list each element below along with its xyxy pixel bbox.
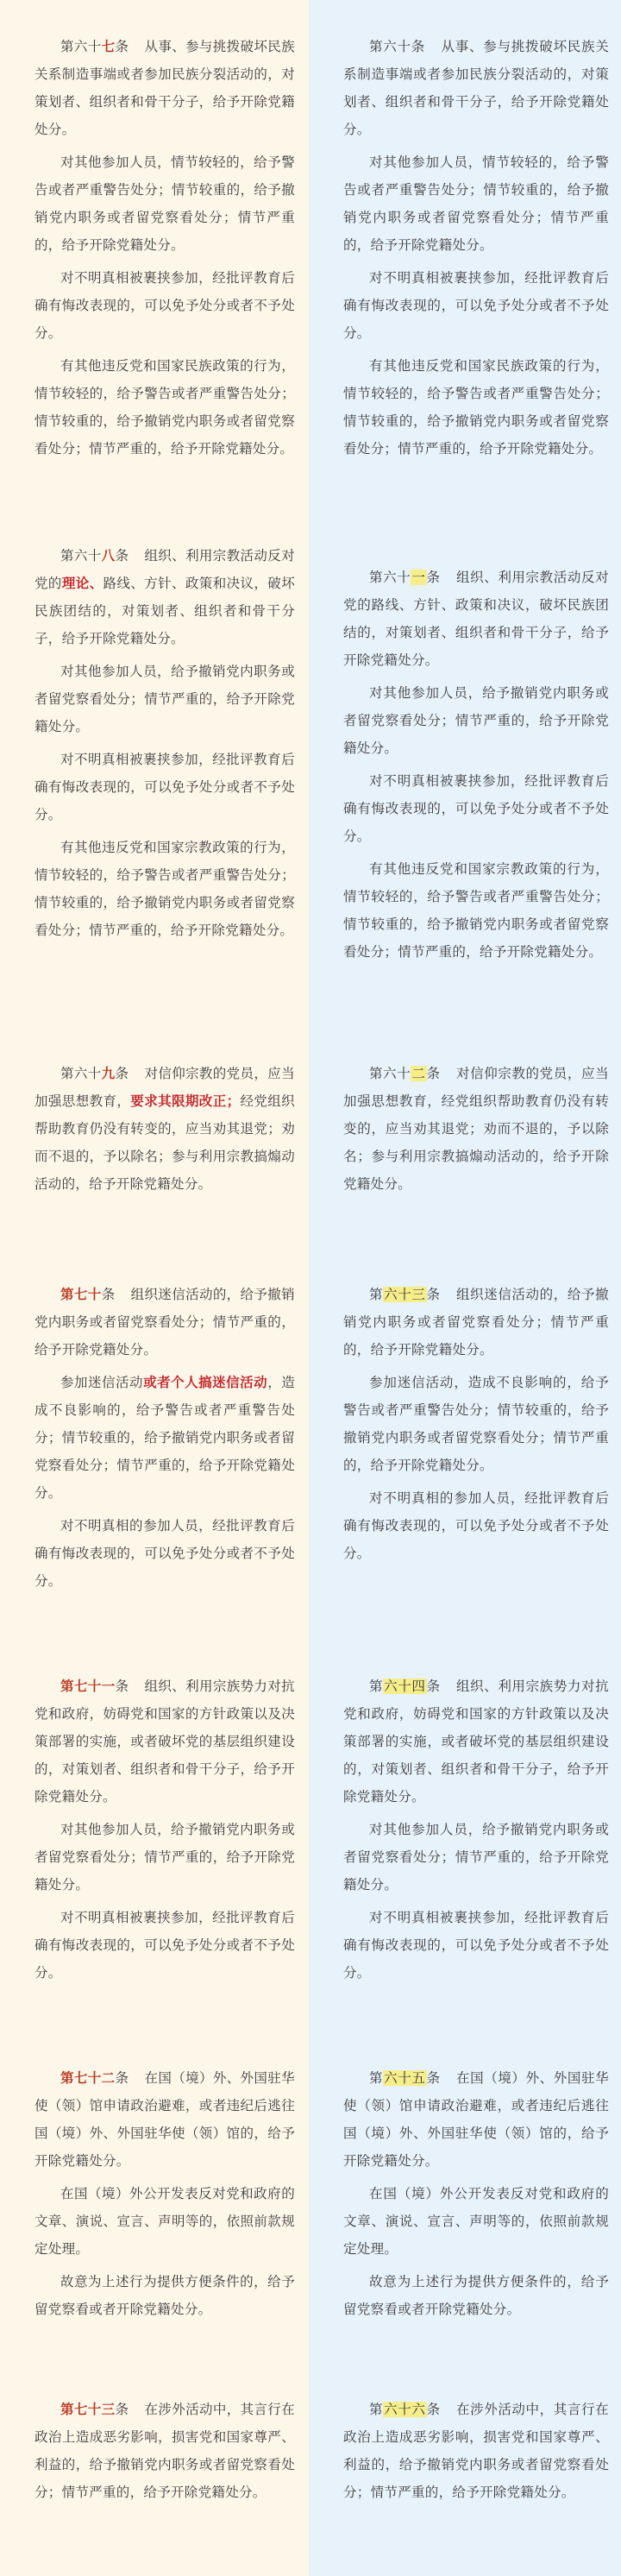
article-65-head: 第六十五条 在国（境）外、外国驻华使（领）馆申请政治避难，或者违纪后逃往国（境）外、外国驻华使（领）馆的，给予开除党籍处分。 (343, 2070, 609, 2169)
article-number-changed: 第七十二 (60, 2070, 116, 2086)
paragraph: 对不明真相被裹挟参加，经批评教育后确有悔改表现的，可以免予处分或者不予处分。 (343, 270, 609, 341)
article-73 (34, 2396, 295, 2511)
article-64 (343, 1672, 609, 1992)
right-column-original (309, 0, 621, 2576)
article-number-suffix: 条 (426, 1066, 441, 1081)
highlighted-number: 六十五 (384, 2070, 426, 2086)
article-number-changed: 七 (101, 39, 116, 54)
article-62 (343, 1060, 609, 1203)
article-number-changed: 九 (101, 1066, 116, 1081)
article-number-suffix: 条 (115, 1678, 129, 1694)
paragraph: 对其他参加人员，情节较轻的，给予警告或者严重警告处分；情节较重的，给予撤销党内职务或者留党察看处分；情节严重的，给予开除党籍处分。 (343, 154, 609, 253)
article-number: 第 (369, 1678, 384, 1694)
article-number-suffix: 条 (426, 2402, 441, 2417)
paragraph: 对其他参加人员，给予撤销党内职务或者留党察看处分；情节严重的，给予开除党籍处分。 (343, 685, 609, 756)
paragraph: 对其他参加人员，给予撤销党内职务或者留党察看处分；情节严重的，给予开除党籍处分。 (34, 1822, 295, 1893)
paragraph: 参加迷信活动或者个人搞迷信活动，造成不良影响的，给予警告或者严重警告处分；情节较重的，给予撤销党内职务或者留党察看处分；情节严重的，给予开除党籍处分。 (34, 1375, 295, 1501)
paragraph: 有其他违反党和国家民族政策的行为，情节较轻的，给予警告或者严重警告处分；情节较重的，给予撤销党内职务或者留党察看处分；情节严重的，给予开除党籍处分。 (343, 358, 609, 457)
paragraph: 对不明真相被裹挟参加，经批评教育后确有悔改表现的，可以免予处分或者不予处分。 (343, 1910, 609, 1981)
article-number: 第六十 (369, 570, 411, 585)
article-66-head: 第六十六条 在涉外活动中，其言行在政治上造成恶劣影响，损害党和国家尊严、利益的，给予撤销党内职务或者留党察看处分；情节严重的，给予开除党籍处分。 (343, 2402, 609, 2500)
article-73-head: 第七十三条 在涉外活动中，其言行在政治上造成恶劣影响，损害党和国家尊严、利益的，给予撤销党内职务或者留党察看处分；情节严重的，给予开除党籍处分。 (34, 2402, 295, 2500)
article-67-head: 第六十七条 从事、参与挑拨破坏民族关系制造事端或者参加民族分裂活动的，对策划者、组织者和骨干分子，给予开除党籍处分。 (34, 39, 295, 137)
paragraph: 在国（境）外公开发表反对党和政府的文章、演说、宣言、声明等的，依照前款规定处理。 (34, 2186, 295, 2257)
added-text: 要求其限期改正； (130, 1093, 241, 1109)
article-66 (343, 2396, 609, 2511)
paragraph: 对不明真相被裹挟参加，经批评教育后确有悔改表现的，可以免予处分或者不予处分。 (343, 773, 609, 844)
article-number-changed: 第七十三 (60, 2402, 116, 2417)
article-number-suffix: 条 (115, 1066, 129, 1081)
article-65 (343, 2064, 609, 2328)
added-text: 理论、 (61, 576, 104, 591)
article-number: 第 (369, 2402, 384, 2417)
article-number-changed: 第七十一 (60, 1678, 116, 1694)
article-61 (343, 564, 609, 971)
paragraph: 有其他违反党和国家民族政策的行为，情节较轻的，给予警告或者严重警告处分；情节较重的，给予撤销党内职务或者留党察看处分；情节严重的，给予开除党籍处分。 (34, 358, 295, 457)
paragraph: 对不明真相的参加人员，经批评教育后确有悔改表现的，可以免予处分或者不予处分。 (34, 1518, 295, 1589)
highlighted-number: 六十三 (384, 1287, 426, 1302)
article-71 (34, 1672, 295, 1992)
article-68 (34, 542, 295, 949)
article-62-head: 第六十二条 对信仰宗教的党员，应当加强思想教育，经党组织帮助教育仍没有转变的，应当劝其退党；劝而不退的，予以除名；参与利用宗教搞煽动活动的，给予开除党籍处分。 (343, 1066, 609, 1192)
article-number-suffix: 条 (115, 548, 129, 564)
article-70 (34, 1281, 295, 1600)
highlighted-number: 二 (411, 1066, 426, 1081)
highlighted-number: 六十六 (384, 2402, 426, 2417)
article-67 (34, 33, 295, 468)
highlighted-number: 一 (411, 570, 426, 585)
article-number-changed: 第七十 (60, 1287, 102, 1302)
article-60 (343, 33, 609, 468)
paragraph: 有其他违反党和国家宗教政策的行为，情节较轻的，给予警告或者严重警告处分；情节较重的，给予撤销党内职务或者留党察看处分；情节严重的，给予开除党籍处分。 (34, 840, 295, 938)
article-64-head: 第六十四条 组织、利用宗族势力对抗党和政府，妨碍党和国家的方针政策以及决策部署的实施，或者破坏党的基层组织建设的，对策划者、组织者和骨干分子，给予开除党籍处分。 (343, 1678, 609, 1804)
left-column-revised (0, 0, 309, 2576)
article-number-suffix: 条 (115, 39, 129, 54)
article-number-changed: 八 (101, 548, 116, 564)
highlighted-number: 六十四 (384, 1678, 426, 1694)
paragraph: 对其他参加人员，给予撤销党内职务或者留党察看处分；情节严重的，给予开除党籍处分。 (34, 664, 295, 734)
paragraph: 对其他参加人员，情节较轻的，给予警告或者严重警告处分；情节较重的，给予撤销党内职务或者留党察看处分；情节严重的，给予开除党籍处分。 (34, 154, 295, 253)
article-number-suffix: 条 (426, 1678, 441, 1694)
article-number: 第六十 (60, 548, 102, 564)
article-number: 第六十 (60, 39, 102, 54)
article-60-head: 第六十条 从事、参与挑拨破坏民族关系制造事端或者参加民族分裂活动的，对策划者、组织者和骨干分子，给予开除党籍处分。 (343, 39, 609, 137)
article-number: 第六十 (60, 1066, 102, 1081)
paragraph: 对不明真相的参加人员，经批评教育后确有悔改表现的，可以免予处分或者不予处分。 (343, 1490, 609, 1561)
article-number: 第六十 (369, 1066, 411, 1081)
paragraph: 故意为上述行为提供方便条件的，给予留党察看或者开除党籍处分。 (34, 2274, 295, 2317)
article-63-head: 第六十三条 组织迷信活动的，给予撤销党内职务或者留党察看处分；情节严重的，给予开除党籍处分。 (343, 1287, 609, 1357)
added-text: 或者个人搞迷信活动 (143, 1375, 268, 1390)
article-number: 第 (369, 2070, 384, 2086)
article-69 (34, 1060, 295, 1203)
article-63 (343, 1281, 609, 1572)
article-72-head: 第七十二条 在国（境）外、外国驻华使（领）馆申请政治避难，或者违纪后逃往国（境）外、外国驻华使（领）馆的，给予开除党籍处分。 (34, 2070, 295, 2169)
paragraph: 在国（境）外公开发表反对党和政府的文章、演说、宣言、声明等的，依照前款规定处理。 (343, 2186, 609, 2257)
article-number-suffix: 条 (115, 2402, 129, 2417)
paragraph: 参加迷信活动，造成不良影响的，给予警告或者严重警告处分；情节较重的，给予撤销党内职务或者留党察看处分；情节严重的，给予开除党籍处分。 (343, 1375, 609, 1473)
article-number-suffix: 条 (426, 1287, 441, 1302)
paragraph: 对不明真相被裹挟参加，经批评教育后确有悔改表现的，可以免予处分或者不予处分。 (34, 270, 295, 341)
article-68-head: 第六十八条 组织、利用宗教活动反对党的理论、路线、方针、政策和决议，破坏民族团结的，对策划者、组织者和骨干分子，给予开除党籍处分。 (34, 548, 296, 646)
paragraph: 对不明真相被裹挟参加，经批评教育后确有悔改表现的，可以免予处分或者不予处分。 (34, 752, 295, 822)
article-70-head: 第七十条 组织迷信活动的，给予撤销党内职务或者留党察看处分；情节严重的，给予开除党籍处分。 (34, 1287, 295, 1357)
paragraph: 故意为上述行为提供方便条件的，给予留党察看或者开除党籍处分。 (343, 2274, 609, 2317)
paragraph: 有其他违反党和国家宗教政策的行为，情节较轻的，给予警告或者严重警告处分；情节较重的，给予撤销党内职务或者留党察看处分；情节严重的，给予开除党籍处分。 (343, 861, 609, 960)
article-number-suffix: 条 (115, 2070, 129, 2086)
paragraph: 对不明真相被裹挟参加，经批评教育后确有悔改表现的，可以免予处分或者不予处分。 (34, 1910, 295, 1981)
article-number-suffix: 条 (426, 2070, 441, 2086)
article-69-head: 第六十九条 对信仰宗教的党员，应当加强思想教育，要求其限期改正；经党组织帮助教育仍没有转变的，应当劝其退党；劝而不退的，予以除名；参与利用宗教搞煽动活动的，给予开除党籍处分。 (34, 1066, 295, 1192)
article-61-head: 第六十一条 组织、利用宗教活动反对党的路线、方针、政策和决议，破坏民族团结的，对策划者、组织者和骨干分子，给予开除党籍处分。 (343, 570, 609, 668)
article-number-suffix: 条 (101, 1287, 116, 1302)
paragraph: 对其他参加人员，给予撤销党内职务或者留党察看处分；情节严重的，给予开除党籍处分。 (343, 1822, 609, 1893)
article-number-suffix: 条 (426, 570, 441, 585)
article-72 (34, 2064, 295, 2328)
article-number: 第六十条 (369, 39, 425, 54)
article-number: 第 (369, 1287, 384, 1302)
article-71-head: 第七十一条 组织、利用宗族势力对抗党和政府，妨碍党和国家的方针政策以及决策部署的实施，或者破坏党的基层组织建设的，对策划者、组织者和骨干分子，给予开除党籍处分。 (34, 1678, 295, 1804)
